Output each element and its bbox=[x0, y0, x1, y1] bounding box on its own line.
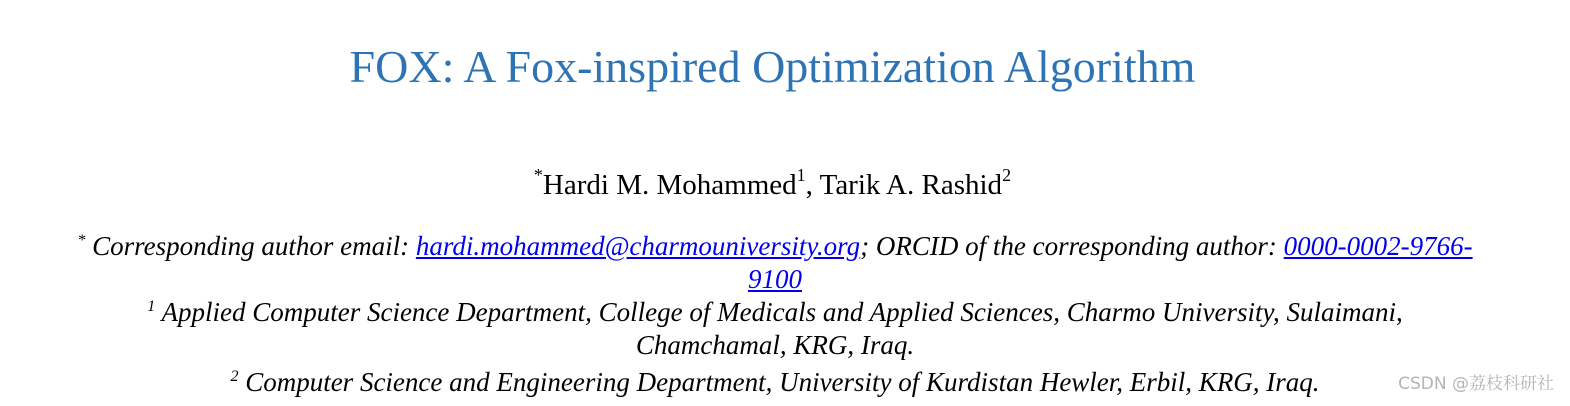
orcid-label: ; ORCID of the corresponding author: bbox=[860, 231, 1284, 261]
corresponding-note-line-2 bbox=[40, 263, 1510, 296]
affiliation-1-mark: 1 bbox=[147, 298, 156, 315]
author-list bbox=[0, 165, 1545, 205]
author-1-affiliation-mark: 1 bbox=[796, 165, 806, 186]
affiliation-2-text: Computer Science and Engineering Department, University of Kurdistan Hewler, Erbil, KRG, Iraq. bbox=[238, 367, 1320, 397]
paper-title: FOX: A Fox-inspired Optimization Algorithm bbox=[349, 41, 1196, 92]
author-2-name: Tarik A. Rashid bbox=[819, 169, 1003, 201]
affiliation-1 bbox=[40, 296, 1510, 362]
orcid-link-part-1[interactable]: 0000-0002-9766- bbox=[1283, 231, 1473, 261]
affiliation-2-mark: 2 bbox=[230, 368, 239, 385]
affiliation-1-line-2: Chamchamal, KRG, Iraq. bbox=[635, 330, 915, 360]
corresponding-author-note bbox=[40, 230, 1510, 296]
affiliation-2 bbox=[40, 366, 1510, 399]
corresponding-mark: * bbox=[533, 165, 543, 186]
author-1-name: Hardi M. Mohammed bbox=[542, 169, 797, 201]
author-2-affiliation-mark: 2 bbox=[1002, 165, 1012, 186]
affiliation-2-line bbox=[40, 366, 1510, 399]
corresponding-note-mark: * bbox=[77, 232, 86, 249]
affiliation-1-line-1 bbox=[40, 296, 1510, 329]
corresponding-email-prefix: Corresponding author email: bbox=[85, 231, 416, 261]
corresponding-email-link[interactable]: hardi.mohammed@charmouniversity.org bbox=[415, 231, 861, 261]
csdn-watermark: CSDN @荔枝科研社 bbox=[1398, 374, 1554, 394]
orcid-link-part-2[interactable]: 9100 bbox=[748, 264, 802, 294]
affiliation-1-text-line-1: Applied Computer Science Department, College of Medicals and Applied Sciences, Charmo University, Sulaimani, bbox=[155, 297, 1403, 327]
corresponding-note-line-1 bbox=[40, 230, 1510, 263]
author-separator: , bbox=[805, 169, 820, 201]
